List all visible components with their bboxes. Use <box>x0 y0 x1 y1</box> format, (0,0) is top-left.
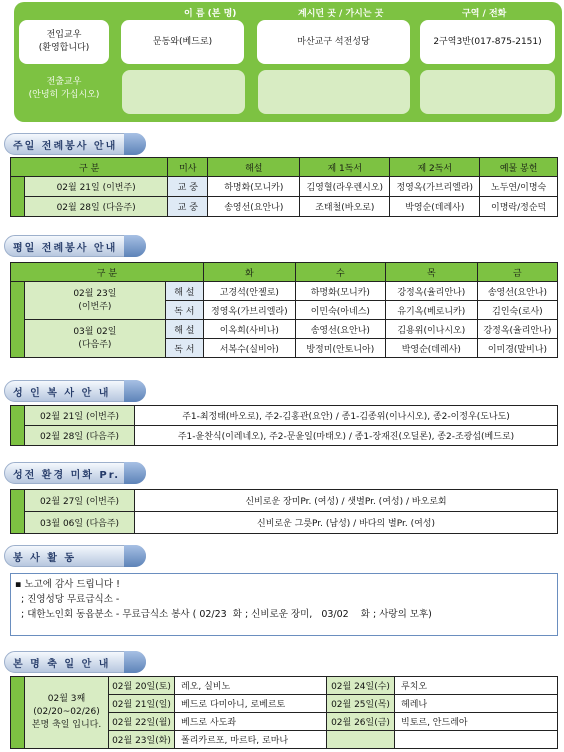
fri-cell: 송영선(요안나) <box>477 282 557 301</box>
section-title-adult: 성 인 복 사 안 내 <box>4 380 146 402</box>
outgoing-district <box>420 70 555 114</box>
date-cell: 02월 21일 (이번주) <box>25 406 135 426</box>
feast-date: 02월 24일(수) <box>327 677 395 695</box>
col-header: 금 <box>477 263 557 282</box>
col-header: 목 <box>385 263 477 282</box>
date-cell: 02월 21일 (이번주) <box>25 177 168 197</box>
tue-cell: 서복수(실비아) <box>203 339 295 358</box>
col-header: 제 2독서 <box>390 158 480 177</box>
feast-names: 베드로 다미아니, 로베르토 <box>175 695 327 713</box>
row-marker <box>11 490 25 534</box>
feast-date <box>327 731 395 749</box>
service-line: ▪ 노고에 감사 드립니다 ! <box>15 579 120 590</box>
sunday-table <box>10 157 558 217</box>
feast-names: 레오, 실비노 <box>175 677 327 695</box>
table-row <box>11 490 558 512</box>
reading1-cell: 김영혈(라우렌시오) <box>300 177 390 197</box>
tue-cell: 이옥희(사비나) <box>203 320 295 339</box>
col-header: 제 1독서 <box>300 158 390 177</box>
table-row <box>11 177 558 197</box>
date-cell: 02월 27일 (이번주) <box>25 490 135 512</box>
feast-names: 헤레나 <box>395 695 558 713</box>
table-row <box>11 282 558 301</box>
service-line: ; 대한노인회 동읍분소 - 무료급식소 봉사 ( 02/23 화 ; 신비로운 장미, 03/02 화 ; 사랑의 모후) <box>15 609 432 620</box>
role-cell: 독 서 <box>165 301 203 320</box>
feast-date: 02월 20일(토) <box>109 677 175 695</box>
commentary-cell: 하명화(모니카) <box>208 177 300 197</box>
role-cell: 해 설 <box>165 282 203 301</box>
col-header: 해설 <box>208 158 300 177</box>
service-box <box>10 573 558 636</box>
offering-cell: 이명락/정순덕 <box>480 197 558 217</box>
thu-cell: 유기옥(베로니카) <box>385 301 477 320</box>
date-cell: 03월 06일 (다음주) <box>25 512 135 534</box>
role-cell: 해 설 <box>165 320 203 339</box>
row-marker <box>11 677 25 749</box>
mass-cell: 교 중 <box>168 177 208 197</box>
feast-names: 베드로 사도좌 <box>175 713 327 731</box>
reading2-cell: 정영옥(가브리엘라) <box>390 177 480 197</box>
col-header: 수 <box>295 263 385 282</box>
thu-cell: 박영순(데레사) <box>385 339 477 358</box>
section-title-service: 봉 사 활 동 <box>4 545 146 567</box>
incoming-label: 전입교우 (환영합니다) <box>19 20 109 64</box>
table-row <box>11 320 558 339</box>
newcomer-panel <box>14 2 562 122</box>
weekday-table <box>10 262 558 358</box>
date-cell: 02월 28일 (다음주) <box>25 426 135 446</box>
table-row <box>11 426 558 446</box>
env-table <box>10 489 558 534</box>
feast-table <box>10 676 558 749</box>
reading1-cell: 조태철(바오로) <box>300 197 390 217</box>
table-row <box>11 197 558 217</box>
wed-cell: 송영선(요안나) <box>295 320 385 339</box>
tue-cell: 정영옥(가브리엘라) <box>203 301 295 320</box>
feast-names: 폴리카르포, 마르타, 로마나 <box>175 731 327 749</box>
header-address: 계시던 곳 / 가시는 곳 <box>298 9 384 19</box>
tue-cell: 고경석(안젤로) <box>203 282 295 301</box>
feast-names: 빅토르, 안드레아 <box>395 713 558 731</box>
feast-week-cell: 02월 3째 (02/20~02/26) 본명 축일 입니다. <box>25 677 109 749</box>
date-cell: 02월 28일 (다음주) <box>25 197 168 217</box>
col-header: 구 분 <box>11 263 204 282</box>
feast-date: 02월 23일(화) <box>109 731 175 749</box>
commentary-cell: 송영선(요안나) <box>208 197 300 217</box>
offering-cell: 노두연/이명숙 <box>480 177 558 197</box>
text-cell: 주1-윤찬식(이레네오), 주2-문윤일(마태오) / 종1-장재진(오딜론), 종2-조광섭(베드로) <box>135 426 558 446</box>
col-header: 예물 봉헌 <box>480 158 558 177</box>
wed-cell: 방정미(안토니아) <box>295 339 385 358</box>
section-title-feast: 본 명 축 일 안 내 <box>4 651 146 673</box>
role-cell: 독 서 <box>165 339 203 358</box>
feast-date: 02월 25일(목) <box>327 695 395 713</box>
outgoing-address <box>258 70 410 114</box>
table-row <box>11 512 558 534</box>
header-name: 이 름 (본 명) <box>184 9 237 19</box>
text-cell: 주1-최정태(바오로), 주2-김홍관(요안) / 종1-김종위(이나시오), 종2-이정우(도나도) <box>135 406 558 426</box>
col-header: 미사 <box>168 158 208 177</box>
outgoing-label: 전출교우 (안녕히 가십시오) <box>28 77 100 100</box>
section-title-sunday: 주일 전례봉사 안내 <box>4 133 146 155</box>
wed-cell: 이민숙(아네스) <box>295 301 385 320</box>
mass-cell: 교 중 <box>168 197 208 217</box>
row-marker <box>11 282 25 358</box>
table-row <box>11 406 558 426</box>
row-marker <box>11 177 25 217</box>
feast-date: 02월 26일(금) <box>327 713 395 731</box>
table-row <box>11 677 558 695</box>
date-cell: 02월 23일 (이번주) <box>25 282 166 320</box>
fri-cell: 김인숙(로사) <box>477 301 557 320</box>
feast-date: 02월 21일(일) <box>109 695 175 713</box>
reading2-cell: 박영순(데레사) <box>390 197 480 217</box>
text-cell: 신비로운 그릇Pr. (남성) / 바다의 별Pr. (여성) <box>135 512 558 534</box>
wed-cell: 하명화(모니카) <box>295 282 385 301</box>
col-header: 구 분 <box>11 158 168 177</box>
section-title-weekday: 평일 전례봉사 안내 <box>4 235 146 257</box>
feast-names <box>395 731 558 749</box>
feast-date: 02월 22일(월) <box>109 713 175 731</box>
thu-cell: 김용위(이나시오) <box>385 320 477 339</box>
date-cell: 03월 02일 (다음주) <box>25 320 166 358</box>
section-title-env: 성전 환경 미화 Pr. <box>4 462 146 484</box>
incoming-district: 2구역3반(017-875-2151) <box>420 20 555 64</box>
incoming-name: 문동와(베드로) <box>121 20 244 64</box>
text-cell: 신비로운 장미Pr. (여성) / 샛별Pr. (여성) / 바오로회 <box>135 490 558 512</box>
fri-cell: 강정옥(율리안나) <box>477 320 557 339</box>
thu-cell: 강정옥(율리안나) <box>385 282 477 301</box>
incoming-address: 마산교구 석전성당 <box>257 20 410 64</box>
row-marker <box>11 406 25 446</box>
col-header: 화 <box>203 263 295 282</box>
feast-names: 루치오 <box>395 677 558 695</box>
header-district: 구역 / 전화 <box>462 9 507 19</box>
adult-table <box>10 405 558 446</box>
fri-cell: 이미경(말비나) <box>477 339 557 358</box>
outgoing-name <box>122 70 245 114</box>
service-line: ; 진영성당 무료급식소 - <box>15 594 120 605</box>
